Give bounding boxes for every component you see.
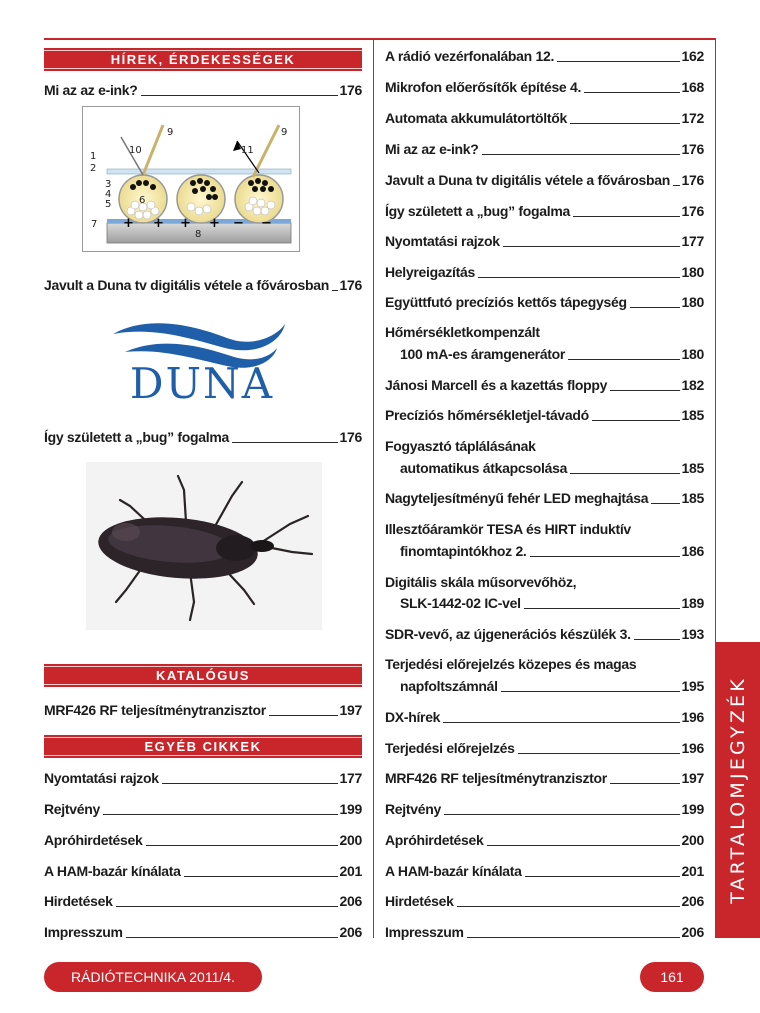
duna-logo-text: DUNA <box>129 359 275 404</box>
toc-entry[interactable] <box>385 770 704 787</box>
toc-entry-page: 180 <box>681 346 704 362</box>
toc-entry[interactable] <box>385 543 704 560</box>
toc-entry-title: Hirdetések <box>44 893 113 909</box>
toc-entry-title: MRF426 RF teljesítménytranzisztor <box>385 770 607 786</box>
svg-text:−: − <box>233 216 244 231</box>
toc-entry-page: 176 <box>681 141 704 157</box>
toc-entry-page: 197 <box>681 770 704 786</box>
leader-line <box>482 154 680 155</box>
leader-line <box>467 937 680 938</box>
diagram-label: 3 <box>105 179 112 190</box>
toc-entry-title-line1: Hőmérsékletkompenzált <box>385 324 540 340</box>
toc-entry[interactable] <box>44 832 362 849</box>
toc-entry-title: Jánosi Marcell és a kazettás floppy <box>385 377 608 393</box>
toc-entry-title: Együttfutó precíziós kettős tápegység <box>385 294 627 310</box>
toc-entry[interactable] <box>385 141 704 158</box>
toc-entry[interactable] <box>385 407 704 424</box>
diagram-label: 7 <box>91 219 98 230</box>
section-header-egyeb: EGYÉB CIKKEK <box>44 735 362 758</box>
toc-entry-page: 196 <box>681 709 704 725</box>
leader-line <box>478 277 680 278</box>
toc-entry-title: A rádió vezérfonalában 12. <box>385 48 555 64</box>
toc-entry-title: MRF426 RF teljesítménytranzisztor <box>44 702 266 718</box>
svg-text:−: − <box>261 216 272 231</box>
leader-line <box>332 290 338 291</box>
toc-entry[interactable] <box>44 924 362 941</box>
toc-entry-title: Impresszum <box>44 924 123 940</box>
toc-entry[interactable] <box>385 79 704 96</box>
diagram-label: 2 <box>90 163 97 174</box>
toc-entry-eink[interactable] <box>44 82 362 99</box>
eink-diagram <box>82 106 300 252</box>
toc-entry-title: Nyomtatási rajzok <box>385 233 500 249</box>
section-header-hirek: HÍREK, ÉRDEKESSÉGEK <box>44 48 362 71</box>
leader-line <box>232 442 338 443</box>
diagram-label: 9 <box>167 127 174 138</box>
leader-line <box>525 876 680 877</box>
duna-logo <box>95 312 310 404</box>
toc-entry[interactable] <box>385 801 704 818</box>
diagram-label: 1 <box>90 151 97 162</box>
toc-entry-title-line1: Digitális skála műsorvevőhöz, <box>385 574 577 590</box>
toc-entry[interactable] <box>385 595 704 612</box>
leader-line <box>184 876 338 877</box>
toc-entry-title: Mikrofon előerősítők építése 4. <box>385 79 582 95</box>
toc-entry-page: 176 <box>339 429 362 445</box>
toc-entry[interactable] <box>385 709 704 726</box>
toc-entry-page: 201 <box>681 863 704 879</box>
toc-entry-title: A HAM-bazár kínálata <box>385 863 522 879</box>
leader-line <box>116 906 338 907</box>
toc-entry-page: 177 <box>339 770 362 786</box>
diagram-label: 6 <box>139 195 146 206</box>
toc-entry-page: 200 <box>339 832 362 848</box>
toc-entry-title: Precíziós hőmérsékletjel-távadó <box>385 407 589 423</box>
leader-line <box>269 715 338 716</box>
leader-line <box>610 783 680 784</box>
toc-entry-page: 162 <box>681 48 704 64</box>
leader-line <box>518 753 680 754</box>
toc-entry[interactable] <box>385 203 704 220</box>
toc-entry-title-line1: Illesztőáramkör TESA és HIRT induktív <box>385 521 631 537</box>
toc-entry[interactable] <box>385 490 704 507</box>
toc-entry-page: 199 <box>339 801 362 817</box>
toc-entry-bug[interactable] <box>44 429 362 446</box>
toc-entry-title-line1: Fogyasztó táplálásának <box>385 438 536 454</box>
toc-entry-page: 206 <box>339 893 362 909</box>
toc-entry-title: napfoltszámnál <box>400 678 498 694</box>
leader-line <box>610 390 679 391</box>
toc-entry[interactable] <box>385 172 704 189</box>
toc-entry-title: SLK-1442-02 IC-vel <box>400 595 521 611</box>
toc-entry-title: DX-hírek <box>385 709 441 725</box>
toc-entry[interactable] <box>385 264 704 281</box>
diagram-label: 10 <box>129 145 142 156</box>
toc-entry[interactable] <box>385 346 704 363</box>
leader-line <box>557 61 679 62</box>
leader-line <box>457 906 680 907</box>
column-divider <box>373 40 374 938</box>
diagram-label: 11 <box>241 145 254 156</box>
toc-entry-page: 185 <box>681 460 704 476</box>
toc-entry-page: 201 <box>339 863 362 879</box>
toc-entry-title: Impresszum <box>385 924 464 940</box>
leader-line <box>673 185 680 186</box>
leader-line <box>634 639 680 640</box>
leader-line <box>146 845 338 846</box>
toc-entry-title: Javult a Duna tv digitális vétele a fővárosban <box>385 172 670 188</box>
toc-entry-katalogus[interactable] <box>44 702 362 719</box>
leader-line <box>141 95 338 96</box>
toc-entry-title: Terjedési előrejelzés <box>385 740 515 756</box>
toc-entry-page: 185 <box>681 407 704 423</box>
toc-entry-title: Mi az az e-ink? <box>44 82 138 98</box>
toc-entry-page: 195 <box>681 678 704 694</box>
toc-entry[interactable] <box>44 893 362 910</box>
leader-line <box>568 359 679 360</box>
leader-line <box>530 556 680 557</box>
leader-line <box>630 307 680 308</box>
toc-entry-page: 172 <box>681 110 704 126</box>
diagram-label: 5 <box>105 199 112 210</box>
leader-line <box>444 814 680 815</box>
toc-entry-title: Nyomtatási rajzok <box>44 770 159 786</box>
toc-entry-title: SDR-vevő, az újgenerációs készülék 3. <box>385 626 631 642</box>
toc-entry[interactable] <box>44 770 362 787</box>
side-tab-label: TARTALOMJEGYZÉK <box>726 676 749 904</box>
toc-entry[interactable] <box>385 110 704 127</box>
leader-line <box>570 123 680 124</box>
svg-text:+: + <box>153 216 164 231</box>
leader-line <box>443 722 679 723</box>
toc-entry-title: Javult a Duna tv digitális vétele a fővárosban <box>44 277 329 293</box>
toc-entry-page: 176 <box>339 82 362 98</box>
toc-entry-page: 197 <box>339 702 362 718</box>
toc-entry-title: A HAM-bazár kínálata <box>44 863 181 879</box>
toc-entry-page: 186 <box>681 543 704 559</box>
top-rule <box>44 38 716 40</box>
toc-entry-page: 206 <box>681 893 704 909</box>
leader-line <box>126 937 338 938</box>
leader-line <box>573 216 680 217</box>
leader-line <box>651 503 679 504</box>
toc-entry-title: Rejtvény <box>385 801 441 817</box>
toc-entry-title-line1: Terjedési előrejelzés közepes és magas <box>385 656 637 672</box>
toc-entry[interactable] <box>44 863 362 880</box>
leader-line <box>524 608 680 609</box>
bug-photo <box>86 462 322 630</box>
toc-entry-title: Apróhirdetések <box>44 832 143 848</box>
toc-entry-title: Apróhirdetések <box>385 832 484 848</box>
section-header-katalogus: KATALÓGUS <box>44 664 362 687</box>
toc-entry-duna[interactable] <box>44 277 362 294</box>
toc-entry-page: 176 <box>339 277 362 293</box>
toc-entry-page: 185 <box>681 490 704 506</box>
svg-text:+: + <box>209 216 220 231</box>
leader-line <box>487 845 680 846</box>
toc-entry[interactable] <box>385 893 704 910</box>
toc-entry-page: 180 <box>681 294 704 310</box>
toc-entry-page: 176 <box>681 203 704 219</box>
toc-entry-page: 182 <box>681 377 704 393</box>
footer-journal: RÁDIÓTECHNIKA 2011/4. <box>44 962 262 992</box>
toc-entry-page: 176 <box>681 172 704 188</box>
svg-text:+: + <box>123 216 134 231</box>
toc-entry[interactable] <box>385 832 704 849</box>
toc-entry[interactable] <box>385 924 704 941</box>
leader-line <box>570 473 679 474</box>
toc-entry[interactable] <box>385 740 704 757</box>
toc-entry-page: 200 <box>681 832 704 848</box>
toc-entry-page: 177 <box>681 233 704 249</box>
leader-line <box>503 246 680 247</box>
toc-entry-title: Így született a „bug” fogalma <box>385 203 570 219</box>
toc-entry[interactable] <box>385 678 704 695</box>
toc-entry-title: Helyreigazítás <box>385 264 475 280</box>
toc-entry-page: 189 <box>681 595 704 611</box>
toc-entry-title: Hirdetések <box>385 893 454 909</box>
toc-entry-title: automatikus átkapcsolása <box>400 460 568 476</box>
toc-entry-page: 199 <box>681 801 704 817</box>
toc-entry-page: 180 <box>681 264 704 280</box>
toc-entry-title: 100 mA-es áramgenerátor <box>400 346 566 362</box>
toc-entry[interactable] <box>385 294 704 311</box>
toc-entry-title: finomtapintókhoz 2. <box>400 543 527 559</box>
side-tab <box>715 642 760 938</box>
svg-text:+: + <box>180 216 191 231</box>
toc-entry-title: Automata akkumulátortöltők <box>385 110 568 126</box>
toc-entry-title: Mi az az e-ink? <box>385 141 479 157</box>
leader-line <box>592 420 680 421</box>
right-rule <box>715 38 716 642</box>
toc-entry[interactable] <box>385 233 704 250</box>
toc-entry[interactable] <box>385 460 704 477</box>
leader-line <box>584 92 679 93</box>
toc-entry-page: 168 <box>681 79 704 95</box>
toc-entry-title: Nagyteljesítményű fehér LED meghajtása <box>385 490 649 506</box>
leader-line <box>103 814 338 815</box>
diagram-label: 8 <box>195 229 202 240</box>
toc-entry-page: 206 <box>681 924 704 940</box>
diagram-label: 4 <box>105 189 112 200</box>
toc-entry-page: 206 <box>339 924 362 940</box>
toc-entry[interactable] <box>385 863 704 880</box>
toc-entry-page: 196 <box>681 740 704 756</box>
footer-page-number: 161 <box>640 962 704 992</box>
toc-entry[interactable] <box>385 48 704 65</box>
leader-line <box>501 691 680 692</box>
toc-entry-title: Rejtvény <box>44 801 100 817</box>
toc-entry-title: Így született a „bug” fogalma <box>44 429 229 445</box>
leader-line <box>162 783 338 784</box>
toc-entry[interactable] <box>44 801 362 818</box>
toc-entry-page: 193 <box>681 626 704 642</box>
diagram-label: 9 <box>281 127 288 138</box>
toc-entry[interactable] <box>385 626 704 643</box>
toc-entry[interactable] <box>385 377 704 394</box>
